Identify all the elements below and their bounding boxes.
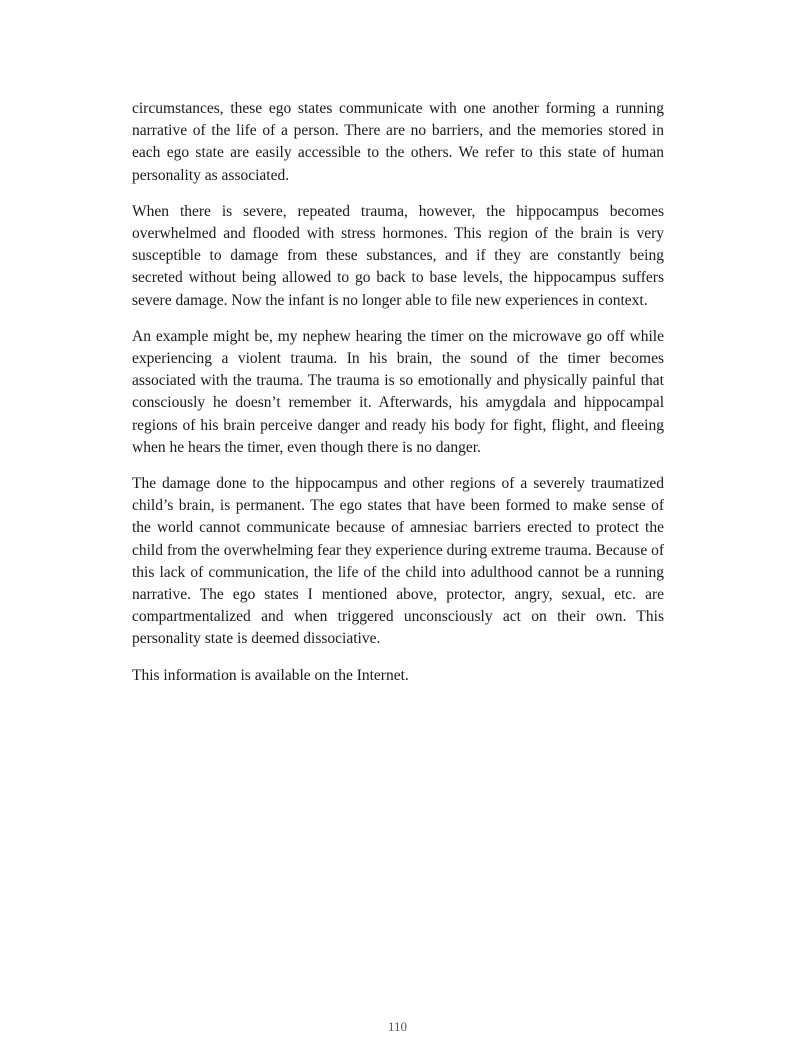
paragraph: An example might be, my nephew hearing the timer on the microwave go off while experiencing a violent trauma. In his brain, the sound of the timer becomes associated with the trauma. The trauma is so emotionally and physically painful that consciously he doesn’t remember it. Afterwards, his amygdala and hippocampal regions of his brain perceive danger and ready his body for fight, flight, and fleeing when he hears the timer, even though there is no danger. (132, 327, 664, 456)
page-number: 110 (387, 1019, 408, 1034)
paragraph: circumstances, these ego states communicate with one another forming a running narrative of the life of a person. There are no barriers, and the memories stored in each ego state are easily accessible to the others. We refer to this state of human personality as associated. (132, 100, 664, 184)
body-text (132, 98, 664, 701)
paragraph: The damage done to the hippocampus and other regions of a severely traumatized child’s brain, is permanent. The ego states that have been formed to make sense of the world cannot communicate because of amnesiac barriers erected to protect the child from the overwhelming fear they experience during extreme trauma. Because of this lack of communication, the life of the child into adulthood cannot be a running narrative. The ego states I mentioned above, protector, angry, sexual, etc. are compartmentalized and when triggered unconsciously act on their own. This personality state is deemed dissociative. (132, 475, 664, 648)
paragraph: When there is severe, repeated trauma, however, the hippocampus becomes overwhelmed and flooded with stress hormones. This region of the brain is very susceptible to damage from these substances, and if they are constantly being secreted without being allowed to go back to base levels, the hippocampus suffers severe damage. Now the infant is no longer able to file new experiences in context. (132, 202, 664, 309)
paragraph: This information is available on the Internet. (132, 666, 409, 684)
